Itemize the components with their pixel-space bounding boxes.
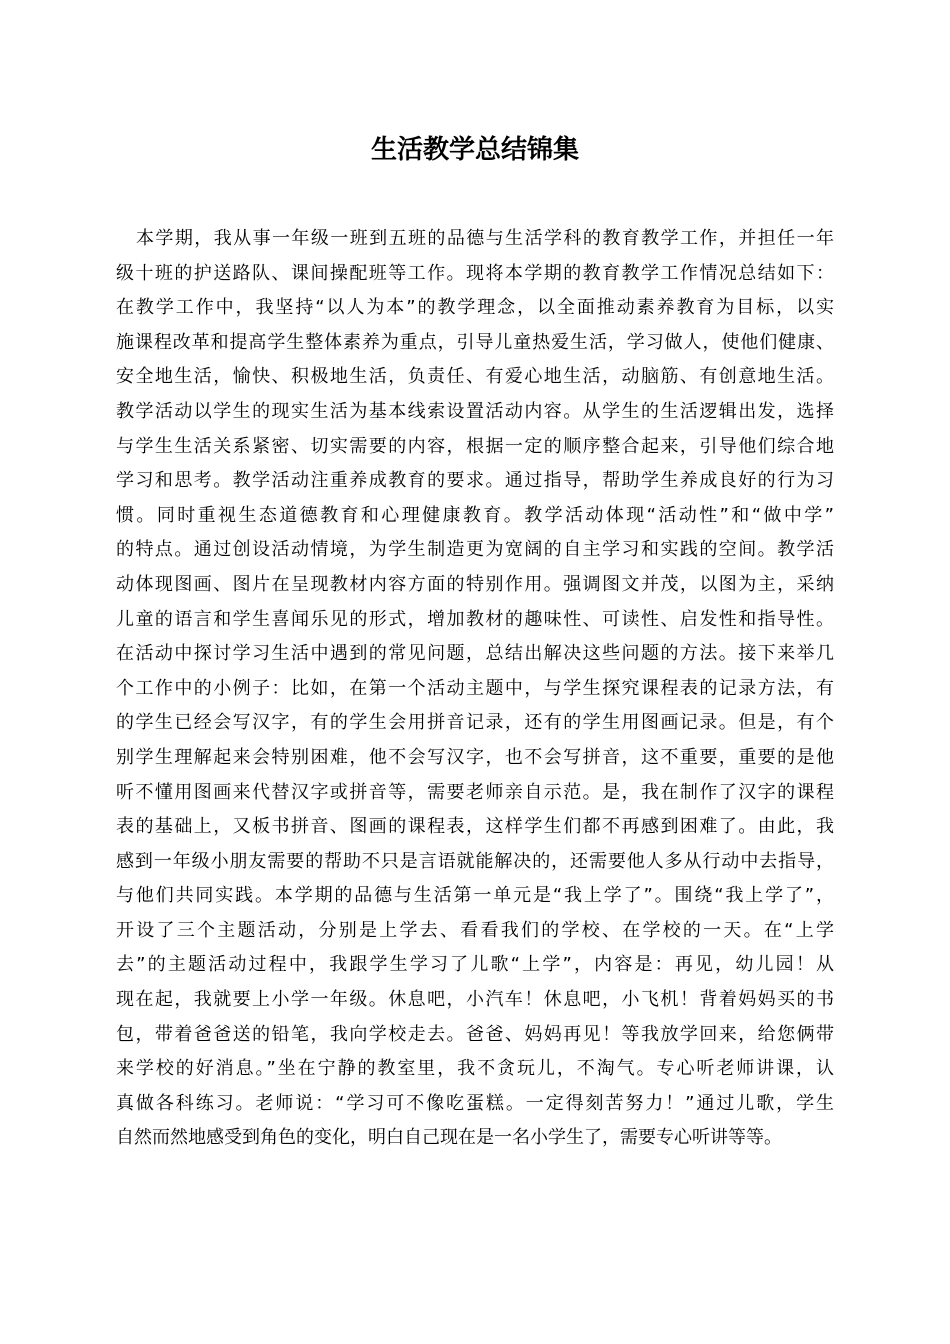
- paragraph-line: 别学生理解起来会特别困难，他不会写汉字，也不会写拼音，这不重要，重要的是他: [116, 746, 834, 768]
- paragraph-line: 感到一年级小朋友需要的帮助不只是言语就能解决的，还需要他人多从行动中去指导，: [116, 850, 834, 872]
- paragraph-line: 本学期，我从事一年级一班到五班的品德与生活学科的教育教学工作，并担任一年: [136, 228, 834, 249]
- paragraph-line: 在活动中探讨学习生活中遇到的常见问题，总结出解决这些问题的方法。接下来举几: [116, 643, 834, 665]
- paragraph-line: 去”的主题活动过程中，我跟学生学习了儿歌“上学”，内容是：再见，幼儿园！从: [116, 954, 834, 976]
- paragraph-line: 与学生生活关系紧密、切实需要的内容，根据一定的顺序整合起来，引导他们综合地: [116, 435, 834, 457]
- paragraph-line: 惯。同时重视生态道德教育和心理健康教育。教学活动体现“活动性”和“做中学”: [116, 504, 834, 526]
- paragraph-line: 开设了三个主题活动，分别是上学去、看看我们的学校、在学校的一天。在“上学: [116, 919, 834, 941]
- paragraph-line: 听不懂用图画来代替汉字或拼音等，需要老师亲自示范。是，我在制作了汉字的课程: [116, 781, 834, 803]
- paragraph-line: 动体现图画、图片在呈现教材内容方面的特别作用。强调图文并茂，以图为主，采纳: [116, 573, 834, 595]
- paragraph-line: 的特点。通过创设活动情境，为学生制造更为宽阔的自主学习和实践的空间。教学活: [116, 539, 834, 561]
- paragraph-line: 自然而然地感受到角色的变化，明白自己现在是一名小学生了，需要专心听讲等等。: [116, 1127, 782, 1149]
- paragraph-line: 来学校的好消息。”坐在宁静的教室里，我不贪玩儿，不淘气。专心听老师讲课，认: [116, 1058, 834, 1080]
- paragraph-line: 真做各科练习。老师说：“学习可不像吃蛋糕。一定得刻苦努力！”通过儿歌，学生: [116, 1092, 834, 1114]
- paragraph-line: 表的基础上，又板书拼音、图画的课程表，这样学生们都不再感到困难了。由此，我: [116, 816, 834, 838]
- paragraph-line: 个工作中的小例子：比如，在第一个活动主题中，与学生探究课程表的记录方法，有: [116, 677, 834, 699]
- paragraph-line: 教学活动以学生的现实生活为基本线索设置活动内容。从学生的生活逻辑出发，选择: [116, 400, 834, 422]
- document-title: 生活教学总结锦集: [370, 135, 579, 165]
- paragraph-line: 儿童的语言和学生喜闻乐见的形式，增加教材的趣味性、可读性、启发性和指导性。: [116, 608, 834, 630]
- paragraph-line: 施课程改革和提高学生整体素养为重点，引导儿童热爱生活，学习做人，使他们健康、: [116, 331, 834, 353]
- paragraph-line: 的学生已经会写汉字，有的学生会用拼音记录，还有的学生用图画记录。但是，有个: [116, 712, 834, 734]
- paragraph-line: 现在起，我就要上小学一年级。休息吧，小汽车！休息吧，小飞机！背着妈妈买的书: [116, 989, 834, 1011]
- paragraph-line: 与他们共同实践。本学期的品德与生活第一单元是“我上学了”。围绕“我上学了”，: [116, 885, 834, 907]
- paragraph-line: 在教学工作中，我坚持“以人为本”的教学理念，以全面推动素养教育为目标，以实: [116, 297, 834, 319]
- paragraph-line: 安全地生活，愉快、积极地生活，负责任、有爱心地生活，动脑筋、有创意地生活。: [116, 366, 834, 388]
- paragraph-line: 学习和思考。教学活动注重养成教育的要求。通过指导，帮助学生养成良好的行为习: [116, 470, 834, 492]
- paragraph-line: 级十班的护送路队、课间操配班等工作。现将本学期的教育教学工作情况总结如下：: [116, 262, 834, 284]
- document-body: [116, 222, 834, 1156]
- paragraph-line: 包，带着爸爸送的铅笔，我向学校走去。爸爸、妈妈再见！等我放学回来，给您俩带: [116, 1023, 834, 1045]
